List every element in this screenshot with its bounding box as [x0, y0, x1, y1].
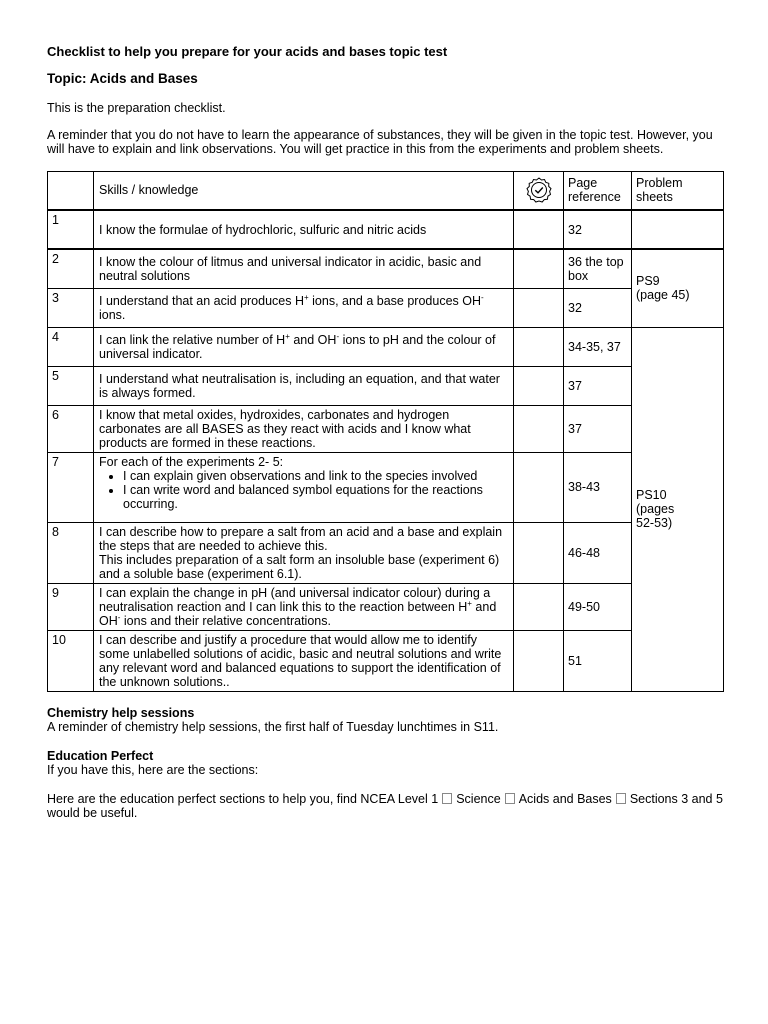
- row-page: 32: [564, 210, 632, 249]
- row-page: 37: [564, 366, 632, 405]
- row-number: 9: [48, 583, 94, 630]
- row-page: 32: [564, 288, 632, 327]
- missing-glyph-icon: [616, 793, 626, 804]
- row-check-cell: [514, 210, 564, 249]
- table-row: [48, 327, 724, 366]
- table-row: [48, 630, 724, 691]
- row-number: 8: [48, 522, 94, 583]
- row-check-cell: [514, 630, 564, 691]
- row-number: 2: [48, 249, 94, 288]
- row-number: 6: [48, 405, 94, 452]
- header-check: [514, 171, 564, 210]
- table-row: [48, 452, 724, 522]
- row-check-cell: [514, 327, 564, 366]
- education-perfect-text: If you have this, here are the sections:: [47, 763, 259, 777]
- row-number: 4: [48, 327, 94, 366]
- list-item: • I can explain given observations and link to the species involved: [123, 469, 508, 483]
- row-skill: I know that metal oxides, hydroxides, carbonates and hydrogen carbonates are all BASES as they react with acids and I know what products are formed in these reactions.: [94, 405, 514, 452]
- row-problem-sheet: [632, 210, 724, 249]
- checkmark-badge-icon: [525, 176, 553, 204]
- row-page: 37: [564, 405, 632, 452]
- row-page: 36 the top box: [564, 249, 632, 288]
- table-row: [48, 405, 724, 452]
- row-check-cell: [514, 522, 564, 583]
- header-problem-sheets: Problem sheets: [632, 171, 724, 210]
- row-check-cell: [514, 366, 564, 405]
- checklist-table: [47, 171, 724, 692]
- table-row: [48, 366, 724, 405]
- document-page: [47, 44, 727, 821]
- row-skill: For each of the experiments 2- 5: • I can explain given observations and link to the species involved • I can write word and balanced symbol equations for the reactions occurring.: [94, 452, 514, 522]
- row-skill: I can link the relative number of H+ and OH- ions to pH and the colour of universal indicator.: [94, 327, 514, 366]
- problem-sheet-ps10: PS10 (pages 52-53): [632, 327, 724, 691]
- missing-glyph-icon: [505, 793, 515, 804]
- intro-text: This is the preparation checklist.: [47, 101, 226, 115]
- row-skill: I can explain the change in pH (and universal indicator colour) during a neutralisation reaction and I can link this to the reaction between H+ and OH- ions and their relative concentrations.: [94, 583, 514, 630]
- header-page-reference: Page reference: [564, 171, 632, 210]
- row-page: 51: [564, 630, 632, 691]
- row-check-cell: [514, 288, 564, 327]
- table-header-row: [48, 171, 724, 210]
- education-perfect-title: Education Perfect: [47, 748, 154, 763]
- row-page: 49-50: [564, 583, 632, 630]
- table-row: [48, 210, 724, 249]
- table-row: [48, 288, 724, 327]
- row-skill: I know the colour of litmus and universal indicator in acidic, basic and neutral solutions: [94, 249, 514, 288]
- row-number: 1: [48, 210, 94, 249]
- row-skill: I understand what neutralisation is, including an equation, and that water is always formed.: [94, 366, 514, 405]
- problem-sheet-ps9: PS9 (page 45): [632, 249, 724, 327]
- row-number: 7: [48, 452, 94, 522]
- row-page: 38-43: [564, 452, 632, 522]
- row-check-cell: [514, 249, 564, 288]
- list-item: • I can write word and balanced symbol equations for the reactions occurring.: [123, 483, 508, 511]
- row-check-cell: [514, 405, 564, 452]
- table-row: [48, 583, 724, 630]
- table-row: [48, 522, 724, 583]
- missing-glyph-icon: [442, 793, 452, 804]
- bullet-list: [99, 469, 508, 511]
- header-skills: Skills / knowledge: [94, 171, 514, 210]
- row-number: 10: [48, 630, 94, 691]
- row-skill: I can describe how to prepare a salt from an acid and a base and explain the steps that are needed to achieve this. This includes preparation of a salt form an insoluble base (experiment 6) and a soluble base (experiment 6.1).: [94, 522, 514, 583]
- row-number: 3: [48, 288, 94, 327]
- row-check-cell: [514, 583, 564, 630]
- row-skill: I understand that an acid produces H+ ions, and a base produces OH- ions.: [94, 288, 514, 327]
- row-number: 5: [48, 366, 94, 405]
- row-check-cell: [514, 452, 564, 522]
- document-heading: Checklist to help you prepare for your acids and bases topic test: [47, 44, 448, 59]
- topic-title: Topic: Acids and Bases: [47, 71, 198, 86]
- row-page: 34-35, 37: [564, 327, 632, 366]
- row-page: 46-48: [564, 522, 632, 583]
- education-perfect-sections: Here are the education perfect sections to help you, find NCEA Level 1 Science Acids and Bases Sections 3 and 5 would be useful.: [47, 791, 723, 820]
- row-skill: I know the formulae of hydrochloric, sulfuric and nitric acids: [94, 210, 514, 249]
- table-row: [48, 249, 724, 288]
- reminder-text: A reminder that you do not have to learn the appearance of substances, they will be given in the topic test. However, you will have to explain and link observations. You will get practice in this from the experiments and problem sheets.: [47, 127, 713, 156]
- help-sessions-text: A reminder of chemistry help sessions, the first half of Tuesday lunchtimes in S11.: [47, 720, 499, 734]
- row-skill: I can describe and justify a procedure that would allow me to identify some unlabelled solutions of acidic, basic and neutral solutions and write any relevant word and balanced equations to support the identification of the unknown solutions..: [94, 630, 514, 691]
- help-sessions-title: Chemistry help sessions: [47, 705, 195, 720]
